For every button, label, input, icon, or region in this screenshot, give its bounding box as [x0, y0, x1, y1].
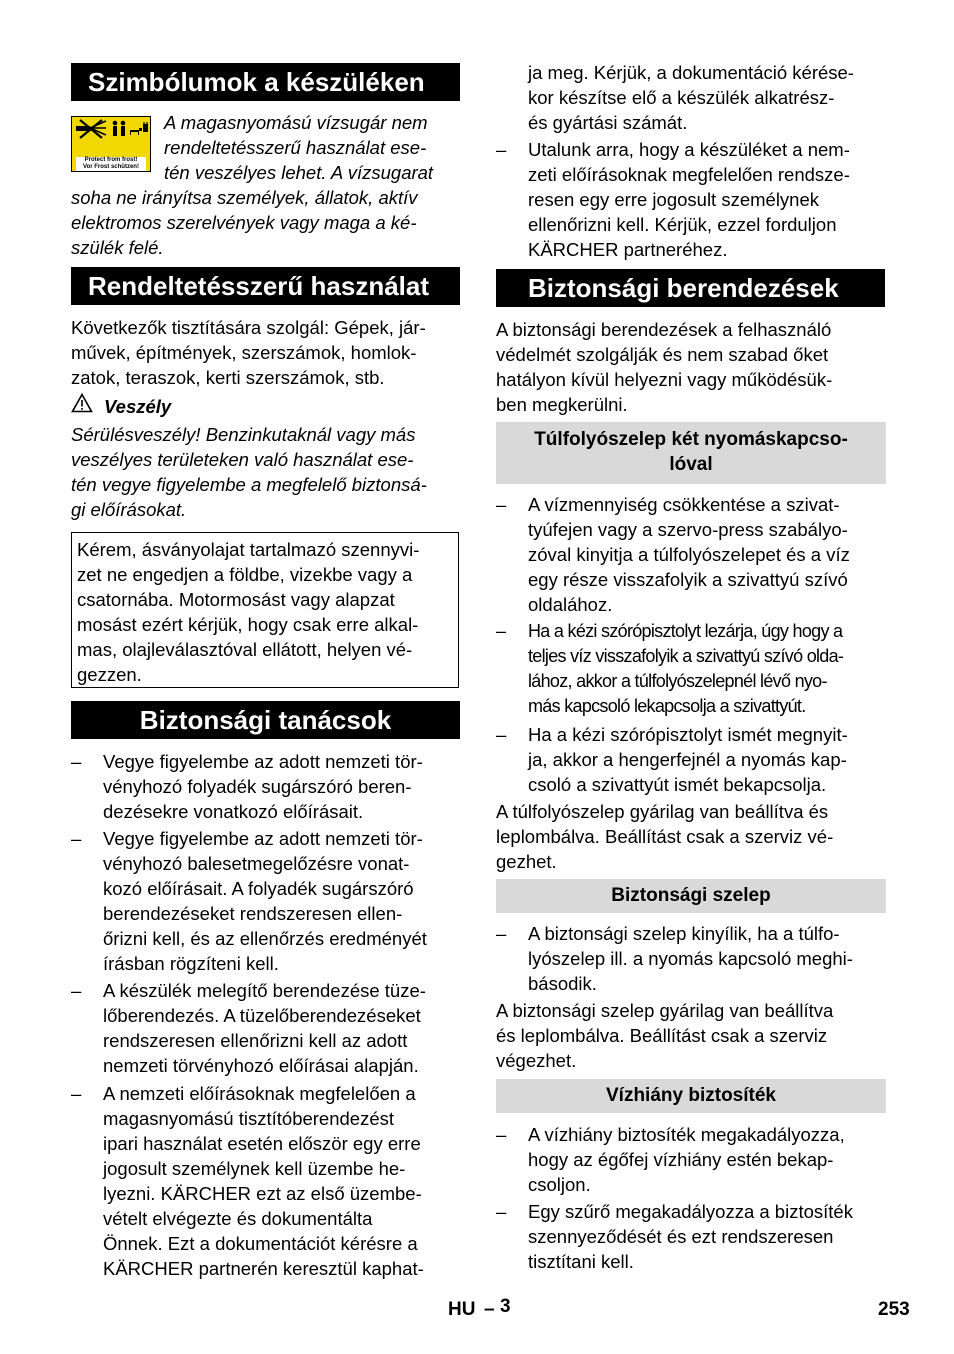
list-line: szennyeződését és ezt rendszeresen	[528, 1226, 834, 1247]
footer-language: HU	[448, 1299, 476, 1320]
environment-note-box	[71, 532, 459, 688]
list-line: KÄRCHER partneréhez.	[528, 239, 728, 260]
list-line: ipari használat esetén először egy erre	[103, 1133, 421, 1154]
continued-line: kor készítse elő a készülék alkatrész-	[528, 87, 835, 108]
list-line: tyúfejen vagy a szervo-press szabályo-	[528, 519, 848, 540]
use-line: művek, építmények, szerszámok, homlok-	[71, 342, 417, 363]
list-item	[496, 1122, 886, 1197]
devices-line: ben megkerülni.	[496, 394, 628, 415]
symbol-line: A magasnyomású vízsugár nem	[164, 112, 428, 133]
dash: –	[496, 724, 507, 745]
note-line: mosást ezért kérjük, hogy csak erre alkal-	[77, 614, 419, 635]
list-line: zeti előírásoknak megfelelően rendsze-	[528, 164, 850, 185]
warning-symbol	[71, 116, 151, 172]
danger-line: Sérülésveszély! Benzinkutaknál vagy más	[71, 424, 416, 445]
list-item	[71, 749, 459, 824]
overflow-after-line: leplombálva. Beállítást csak a szerviz vé-	[496, 826, 834, 847]
symbol-line: tén veszélyes lehet. A vízsugarat	[164, 162, 434, 183]
danger-label: Veszély	[104, 396, 172, 417]
list-line: teljes víz visszafolyik a szivattyú szívó olda-	[528, 646, 844, 666]
subheading-overflow-valve	[496, 422, 886, 484]
list-line: Önnek. Ezt a dokumentációt kérésre a	[103, 1233, 418, 1254]
dash: –	[71, 751, 82, 772]
list-line: tisztítani kell.	[528, 1251, 634, 1272]
list-line: vényhozó folyadék sugárszóró beren-	[103, 776, 412, 797]
valve-after-line: A biztonsági szelep gyárilag van beállítva	[496, 1000, 834, 1021]
list-item	[496, 492, 886, 617]
heading-intended-use: Rendeltetésszerű használat	[71, 267, 460, 305]
list-line: őrizni kell, és az ellenőrzés eredményét	[103, 928, 427, 949]
list-item	[71, 1081, 459, 1281]
dash: –	[71, 1083, 82, 1104]
continued-line: és gyártási számát.	[528, 112, 688, 133]
dash: –	[71, 980, 82, 1001]
dash: –	[496, 494, 507, 515]
list-line: A biztonsági szelep kinyílik, ha a túlfo-	[528, 923, 840, 944]
devices-line: A biztonsági berendezések a felhasználó	[496, 319, 832, 340]
list-line: magasnyomású tisztítóberendezést	[103, 1108, 395, 1129]
dash: –	[496, 1124, 507, 1145]
list-line: Ha a kézi szórópisztolyt ismét megnyit-	[528, 724, 848, 745]
dash: –	[496, 923, 507, 944]
list-line: csoló a szivattyút ismét bekapcsolja.	[528, 774, 827, 795]
danger-line: tén vegye figyelembe a megfelelő biztonsá-	[71, 474, 427, 495]
list-line: lyószelep ill. a nyomás kapcsoló meghi-	[528, 948, 853, 969]
list-line: lyezni. KÄRCHER ezt az első üzembe-	[103, 1183, 422, 1204]
heading-symbols: Szimbólumok a készüléken	[71, 63, 460, 101]
heading-safety-tips: Biztonsági tanácsok	[71, 701, 460, 739]
overflow-after-line: A túlfolyószelep gyárilag van beállítva és	[496, 801, 829, 822]
note-line: gezzen.	[77, 664, 142, 685]
dash: –	[496, 621, 506, 641]
devices-line: védelmét szolgálják és nem szabad őket	[496, 344, 829, 365]
list-line: A nemzeti előírásoknak megfelelően a	[103, 1083, 416, 1104]
list-line: más kapcsoló lekapcsolja a szivattyút.	[528, 696, 806, 716]
use-line: Következők tisztítására szolgál: Gépek, jár-	[71, 317, 426, 338]
list-line: dezésekre vonatkozó előírásait.	[103, 801, 364, 822]
warning-triangle-icon	[71, 393, 95, 415]
list-line: A készülék melegítő berendezése tüze-	[103, 980, 426, 1001]
list-item	[496, 1199, 886, 1274]
list-line: KÄRCHER partnerén keresztül kaphat-	[103, 1258, 424, 1279]
list-line: csoljon.	[528, 1174, 591, 1195]
note-line: mas, olajleválasztóval ellátott, helyen vé-	[77, 639, 413, 660]
list-line: jogosult személynek kell üzembe he-	[103, 1158, 406, 1179]
overflow-after-line: gezhet.	[496, 851, 557, 872]
subheading-safety-valve: Biztonsági szelep	[496, 879, 886, 913]
list-line: básodik.	[528, 973, 597, 994]
use-line: zatok, teraszok, kerti szerszámok, stb.	[71, 367, 385, 388]
list-line: rendszeresen ellenőrizni kell az adott	[103, 1030, 408, 1051]
symbol-line: rendeltetésszerű használat ese-	[164, 137, 427, 158]
list-line: Vegye figyelembe az adott nemzeti tör-	[103, 828, 423, 849]
list-line: ellenőrizni kell. Kérjük, ezzel forduljon	[528, 214, 837, 235]
danger-line: gi előírásokat.	[71, 499, 187, 520]
list-line: Utalunk arra, hogy a készüléket a nem-	[528, 139, 850, 160]
list-line: egy része visszafolyik a szivattyú szívó	[528, 569, 848, 590]
devices-line: hatályon kívül helyezni vagy működésük-	[496, 369, 833, 390]
symbol-text-hu: Protect from frost!	[76, 157, 146, 164]
subheading-line: lóval	[669, 454, 713, 475]
footer-dash: –	[484, 1299, 495, 1320]
list-item	[496, 137, 886, 262]
list-line: lőberendezés. A tüzelőberendezéseket	[103, 1005, 421, 1026]
valve-after-line: és leplombálva. Beállítást csak a szerviz	[496, 1025, 828, 1046]
list-line: írásban rögzíteni kell.	[103, 953, 279, 974]
dash: –	[496, 1201, 507, 1222]
symbol-text-de: Vor Frost schützen!	[76, 164, 146, 171]
valve-after-line: végezhet.	[496, 1050, 577, 1071]
list-line: nemzeti törvényhozó előírásai alapján.	[103, 1055, 419, 1076]
list-line: ja, akkor a hengerfejnél a nyomás kap-	[528, 749, 847, 770]
subheading-water-shortage: Vízhiány biztosíték	[496, 1079, 886, 1113]
continued-line: ja meg. Kérjük, a dokumentáció kérése-	[528, 62, 854, 83]
page-number: 253	[878, 1299, 910, 1320]
list-line: vételt elvégezte és dokumentálta	[103, 1208, 373, 1229]
note-line: zet ne engedjen a földbe, vizekbe vagy a	[77, 564, 413, 585]
footer-section-page: 3	[500, 1296, 511, 1317]
list-line: A vízmennyiség csökkentése a szivat-	[528, 494, 840, 515]
list-item	[71, 826, 459, 976]
symbol-line: szülék felé.	[71, 237, 164, 258]
list-line: hogy az égőfej vízhiány estén bekap-	[528, 1149, 834, 1170]
list-line: lához, akkor a túlfolyószelepnél lévő nyo-	[528, 671, 827, 691]
dash: –	[71, 828, 82, 849]
danger-line: veszélyes területeken való használat ese-	[71, 449, 414, 470]
list-line: berendezéseket rendszeresen ellen-	[103, 903, 403, 924]
list-line: A vízhiány biztosíték megakadályozza,	[528, 1124, 845, 1145]
heading-safety-devices: Biztonsági berendezések	[496, 269, 885, 307]
list-line: oldalához.	[528, 594, 613, 615]
note-line: Kérem, ásványolajat tartalmazó szennyvi-	[77, 539, 420, 560]
symbol-line: elektromos szerelvények vagy maga a ké-	[71, 212, 417, 233]
list-line: Egy szűrő megakadályozza a biztosíték	[528, 1201, 853, 1222]
list-line: zóval kinyitja a túlfolyószelepet és a víz	[528, 544, 850, 565]
symbol-line: soha ne irányítsa személyek, állatok, aktív	[71, 187, 418, 208]
list-line: vényhozó balesetmegelőzésre vonat-	[103, 853, 410, 874]
subheading-line: Túlfolyószelep két nyomáskapcso-	[534, 429, 848, 450]
list-line: Vegye figyelembe az adott nemzeti tör-	[103, 751, 423, 772]
list-item	[496, 921, 886, 996]
list-item	[496, 722, 886, 797]
list-line: resen egy erre jogosult személynek	[528, 189, 820, 210]
note-line: csatornába. Motormosást vagy alapzat	[77, 589, 395, 610]
list-item	[496, 619, 886, 719]
dash: –	[496, 139, 507, 160]
list-item	[71, 978, 459, 1078]
list-line: Ha a kézi szórópisztolyt lezárja, úgy hogy a	[528, 621, 843, 641]
list-line: kozó előírásait. A folyadék sugárszóró	[103, 878, 414, 899]
